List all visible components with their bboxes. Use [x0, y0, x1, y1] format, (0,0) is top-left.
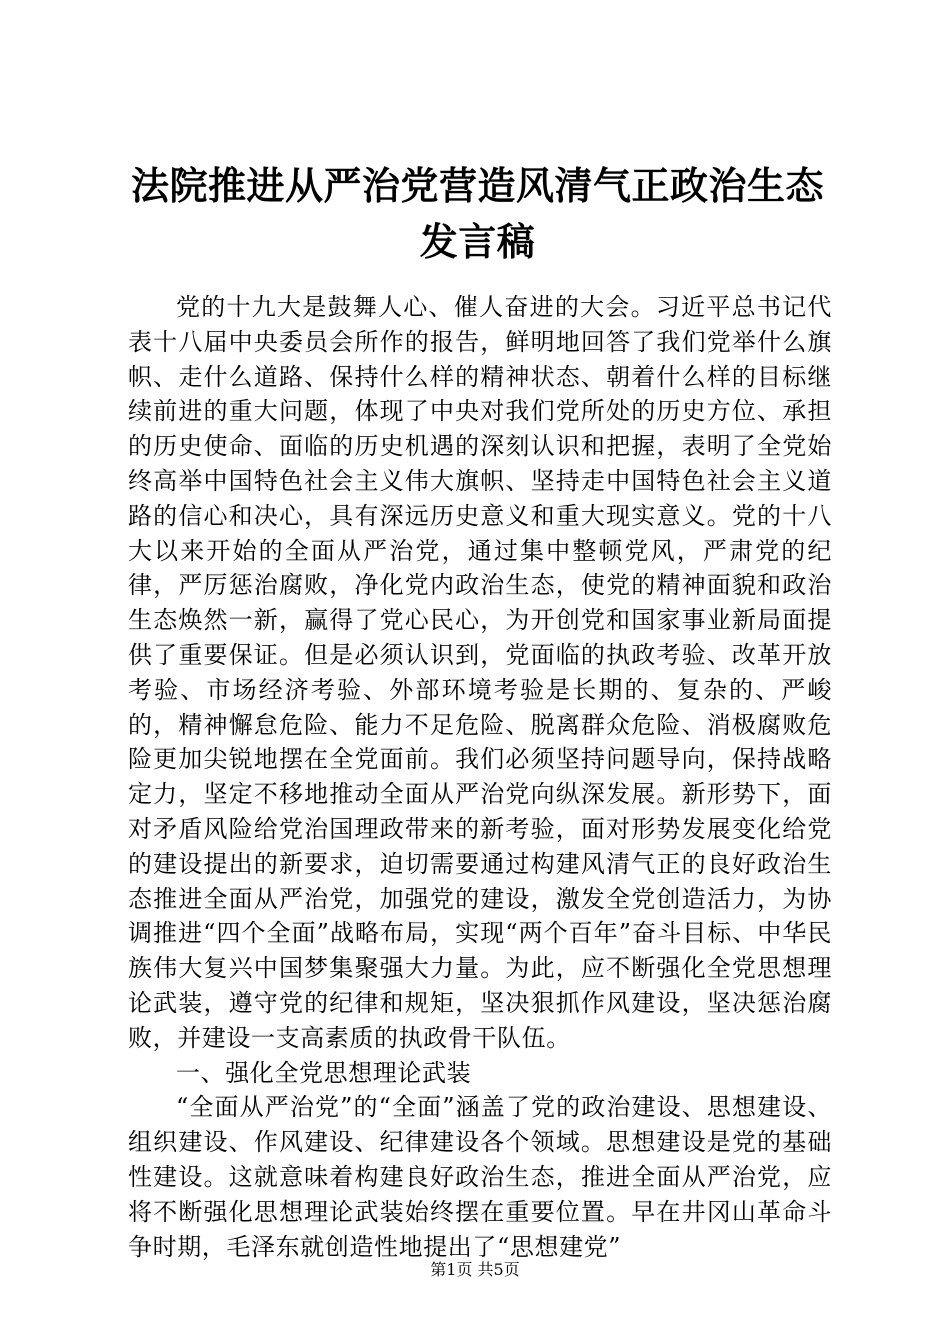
- page-number-footer: 第1页 共5页: [430, 1260, 520, 1279]
- document-title: 法院推进从严治党营造风清气正政治生态发言稿: [130, 163, 824, 264]
- section-heading: 一、强化全党思想理论武装: [176, 1058, 472, 1087]
- paragraph-section-1: “全面从严治党”的“全面”涵盖了党的政治建设、思想建设、组织建设、作风建设、纪律建设各个领域。思想建设是党的基础性建设。这就意味着构建良好政治生态，推进全面从严治党，应将不断强化思想理论武装始终摆在重要位置。早在井冈山革命斗争时期，毛泽东就创造性地提出了“思想建党”: [128, 1093, 832, 1261]
- paragraph-intro: 党的十九大是鼓舞人心、催人奋进的大会。习近平总书记代表十八届中央委员会所作的报告，鲜明地回答了我们党举什么旗帜、走什么道路、保持什么样的精神状态、朝着什么样的目标继续前进的重大问题，体现了中央对我们党所处的历史方位、承担的历史使命、面临的历史机遇的深刻认识和把握，表明了全党始终高举中国特色社会主义伟大旗帜、坚持走中国特色社会主义道路的信心和决心，具有深远历史意义和重大现实意义。党的十八大以来开始的全面从严治党，通过集中整顿党风，严肃党的纪律，严厉惩治腐败，净化党内政治生态，使党的精神面貌和政治生态焕然一新，赢得了党心民心，为开创党和国家事业新局面提供了重要保证。但是必须认识到，党面临的执政考验、改革开放考验、市场经济考验、外部环境考验是长期的、复杂的、严峻的，精神懈怠危险、能力不足危险、脱离群众危险、消极腐败危险更加尖锐地摆在全党面前。我们必须坚持问题导向，保持战略定力，坚定不移地推动全面从严治党向纵深发展。新形势下，面对矛盾风险给党治国理政带来的新考验，面对形势发展变化给党的建设提出的新要求，迫切需要通过构建风清气正的良好政治生态推进全面从严治党，加强党的建设，激发全党创造活力，为协调推进“四个全面”战略布局，实现“两个百年”奋斗目标、中华民族伟大复兴中国梦集聚强大力量。为此，应不断强化全党思想理论武装，遵守党的纪律和规矩，坚决狠抓作风建设，坚决惩治腐败，并建设一支高素质的执政骨干队伍。: [128, 293, 832, 1052]
- document-body: [128, 290, 832, 1264]
